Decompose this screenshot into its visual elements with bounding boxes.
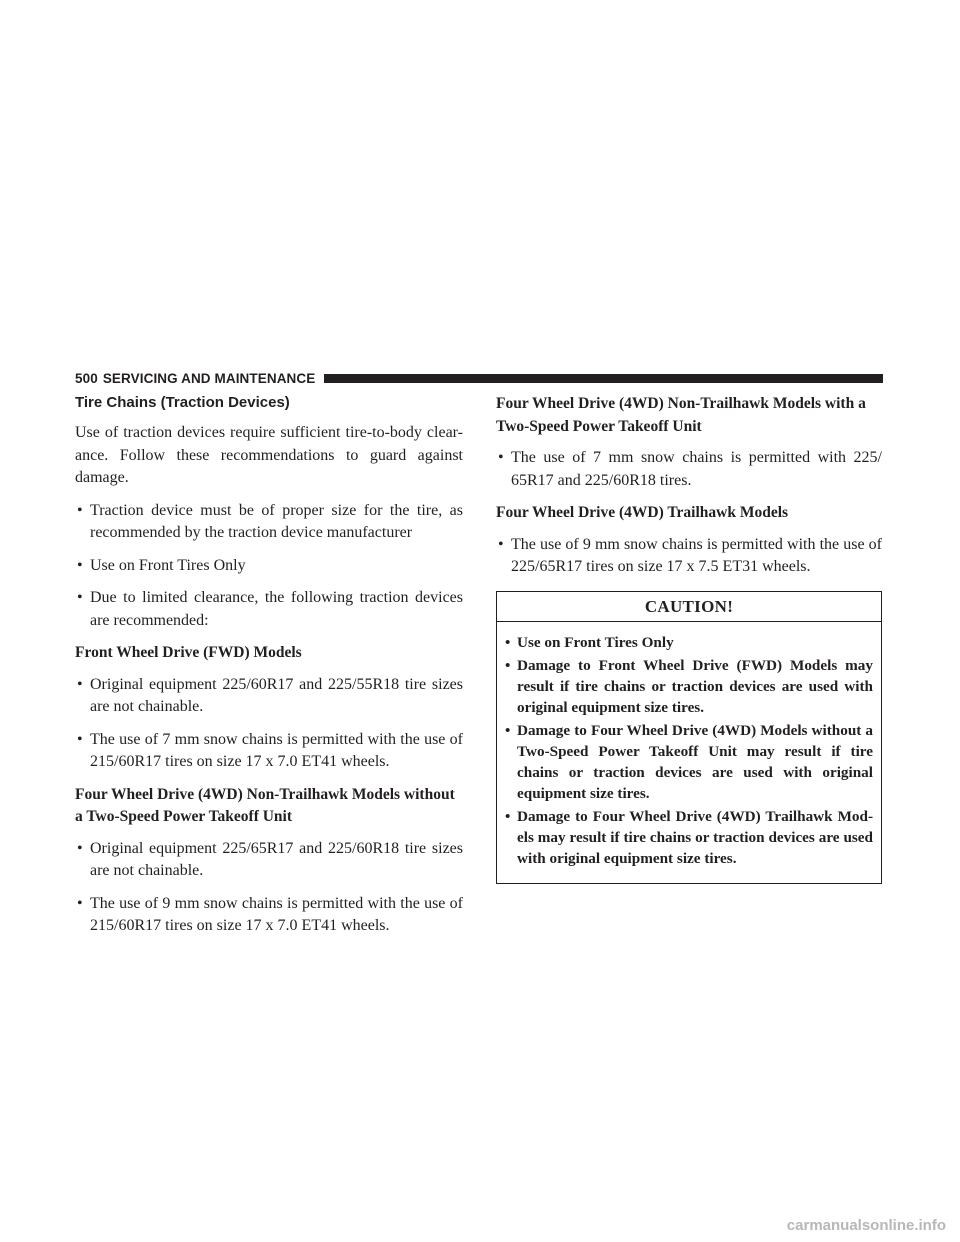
- list-item: • Original equipment 225/65R17 and 225/60R18 tire sizes are not chainable.: [77, 839, 463, 879]
- caution-list: [505, 632, 873, 869]
- intro-paragraph: Use of traction devices require sufficient tire-to-body clear-ance. Follow these recommendations to guard against damage.: [75, 424, 463, 486]
- list-item: • Due to limited clearance, the following traction devices are recommended:: [77, 589, 463, 629]
- 4wd-ptu-bullet-list: [496, 447, 882, 492]
- bullet-icon: •: [77, 730, 83, 748]
- bullet-icon: •: [505, 721, 511, 739]
- header-rule: [324, 374, 883, 383]
- page-number: 500: [75, 370, 98, 386]
- list-item: • Traction device must be of proper size for the tire, as recommended by the traction device manufacturer: [77, 501, 463, 541]
- section-title: SERVICING AND MAINTENANCE: [102, 370, 316, 386]
- right-column: [496, 393, 882, 884]
- watermark: carmanualsonline.info: [786, 1217, 946, 1234]
- bullet-icon: •: [77, 589, 83, 606]
- bullet-icon: •: [505, 633, 511, 651]
- trailhawk-heading: Four Wheel Drive (4WD) Trailhawk Models: [496, 504, 789, 521]
- fwd-bullet-list: [75, 674, 463, 774]
- bullet-icon: •: [77, 839, 83, 857]
- left-column: [75, 393, 463, 948]
- bullet-icon: •: [498, 449, 504, 466]
- caution-title: CAUTION!: [497, 592, 881, 622]
- list-item: • The use of 7 mm snow chains is permitted with the use of 215/60R17 tires on size 17 x 7.0 ET41 wheels.: [77, 730, 463, 770]
- bullet-icon: •: [77, 501, 83, 519]
- general-bullet-list: [75, 500, 463, 633]
- list-item: • The use of 7 mm snow chains is permitted with 225/ 65R17 and 225/60R18 tires.: [498, 449, 882, 489]
- bullet-icon: •: [77, 556, 83, 574]
- list-item: • Damage to Four Wheel Drive (4WD) Trailhawk Mod-els may result if tire chains or traction devices are used with original equipment size tires.: [505, 807, 873, 867]
- caution-box: [496, 591, 882, 884]
- list-item: • Original equipment 225/60R17 and 225/55R18 tire sizes are not chainable.: [77, 675, 463, 715]
- bullet-icon: •: [505, 656, 511, 674]
- bullet-icon: •: [505, 807, 511, 825]
- list-item: • Damage to Front Wheel Drive (FWD) Models may result if tire chains or traction devices are used with original equipment size tires.: [505, 656, 873, 716]
- caution-body: [497, 622, 881, 883]
- page-header: [75, 370, 883, 386]
- 4wd-no-ptu-heading: Four Wheel Drive (4WD) Non-Trailhawk Models without a Two-Speed Power Takeoff Unit: [75, 785, 455, 825]
- bullet-icon: •: [498, 535, 504, 553]
- section-heading: Tire Chains (Traction Devices): [75, 394, 290, 411]
- fwd-heading: Front Wheel Drive (FWD) Models: [75, 644, 302, 661]
- trailhawk-bullet-list: [496, 534, 882, 579]
- bullet-icon: •: [77, 894, 83, 912]
- list-item: • The use of 9 mm snow chains is permitted with the use of 225/65R17 tires on size 17 x 7.5 ET31 wheels.: [498, 535, 882, 575]
- list-item: • The use of 9 mm snow chains is permitted with the use of 215/60R17 tires on size 17 x 7.0 ET41 wheels.: [77, 894, 463, 934]
- 4wd-no-ptu-bullet-list: [75, 838, 463, 938]
- list-item: • Use on Front Tires Only: [505, 633, 674, 651]
- list-item: • Damage to Four Wheel Drive (4WD) Models without a Two-Speed Power Takeoff Unit may result if tire chains or traction devices are used with original equipment size tires.: [505, 721, 873, 802]
- bullet-icon: •: [77, 675, 83, 693]
- list-item: • Use on Front Tires Only: [75, 555, 463, 578]
- 4wd-ptu-heading: Four Wheel Drive (4WD) Non-Trailhawk Models with a Two-Speed Power Takeoff Unit: [496, 395, 866, 435]
